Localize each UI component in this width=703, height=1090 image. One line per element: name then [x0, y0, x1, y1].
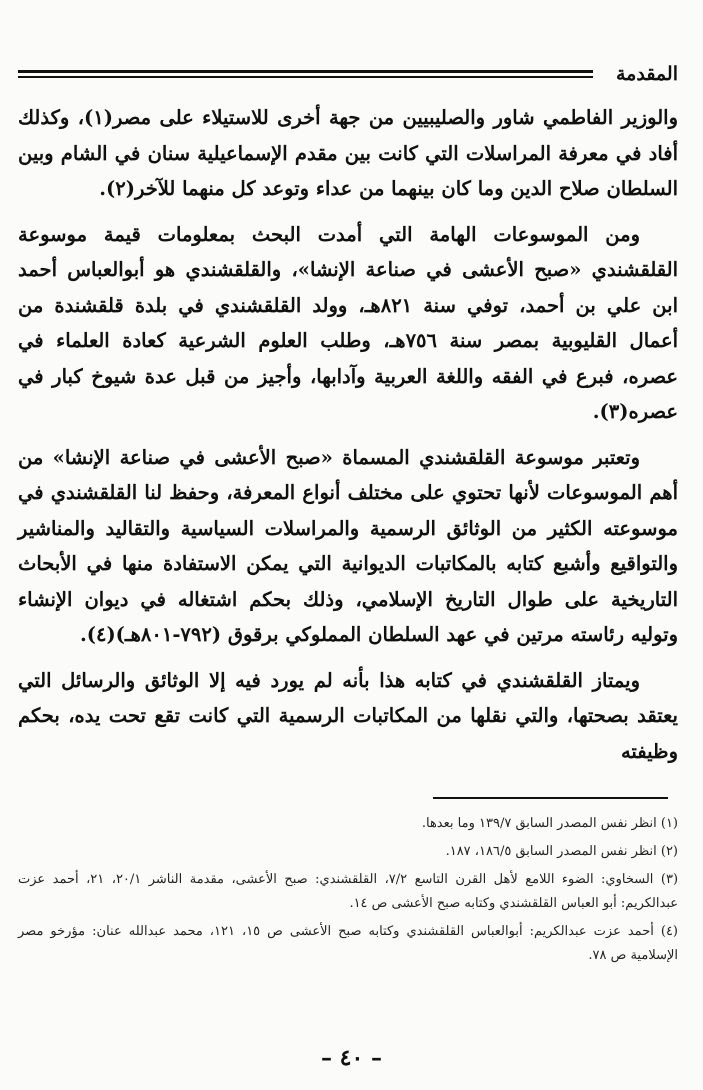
footnote-separator	[433, 797, 668, 799]
paragraph-1: والوزير الفاطمي شاور والصليبيين من جهة أخرى للاستيلاء على مصر(١)، وكذلك أفاد في معرفة المراسلات التي كانت بين مقدم الإسماعيلية سنان في الشام وبين السلطان صلاح الدين وما كان بينهما من عداء وتوعد كل منهما للآخر(٢).	[18, 106, 679, 200]
paragraph-2: ومن الموسوعات الهامة التي أمدت البحث بمعلومات قيمة موسوعة القلقشندي «صبح الأعشى في صناعة الإنشا»، والقلقشندي هو أبوالعباس أحمد ابن علي بن أحمد، توفي سنة ٨٢١هـ، وولد القلقشندي في بلدة قلقشندة من أعمال القليوبية بمصر سنة ٧٥٦هـ، وطلب العلوم الشرعية كعادة العلماء في عصره، فبرع في الفقه واللغة العربية وآدابها، وأجيز من قبل عدة شيوخ كبار في عصره(٣).	[18, 222, 678, 423]
footnote-4: (٤) أحمد عزت عبدالكريم: أبوالعباس القلقشندي وكتابه صبح الأعشى ص ١٥، ١٢١، محمد عبدالله عنان: مؤرخو مصر الإسلامية ص ٧٨.	[18, 924, 678, 963]
header-title: المقدمة	[615, 63, 678, 85]
footnote-2: (٢) انظر نفس المصدر السابق ١٨٦/٥، ١٨٧.	[445, 844, 678, 859]
page-number: – ٤٠ –	[321, 1045, 382, 1071]
footnote-3: (٣) السخاوي: الضوء اللامع لأهل القرن التاسع ٧/٢، القلقشندي: صبح الأعشى، مقدمة الناشر ٢٠/١، ٢١، أحمد عزت عبدالكريم: أبو العباس القلقشندي وكتابه صبح الأعشى ص ١٤.	[18, 872, 679, 911]
page-header	[18, 60, 678, 90]
main-text	[18, 100, 678, 779]
footnote-1: (١) انظر نفس المصدر السابق ١٣٩/٧ وما بعدها.	[421, 816, 678, 831]
header-rule-thin	[18, 76, 593, 78]
header-rule-thick	[18, 70, 593, 73]
paragraph-4: ويمتاز القلقشندي في كتابه هذا بأنه لم يورد فيه إلا الوثائق والرسائل التي يعتقد بصحتها، والتي نقلها من المكاتبات الرسمية التي كانت تقع تحت يده، بحكم وظيفته	[18, 668, 678, 763]
paragraph-3: وتعتبر موسوعة القلقشندي المسماة «صبح الأعشى في صناعة الإنشا» من أهم الموسوعات لأنها تحتوي على مختلف أنواع المعرفة، وحفظ لنا القلقشندي في موسوعته الكثير من الوثائق الرسمية والمراسلات السياسية والتقاليد والمناشير والتواقيع وأشبع كتابه بالمكاتبات الديوانية التي يمكن الاستفادة منها في الأبحاث التاريخية على طوال التاريخ الإسلامي، وذلك بحكم اشتغاله في ديوان الإنشاء وتوليه رئاسته مرتين في عهد السلطان المملوكي برقوق (٧٩٢-٨٠١هـ)(٤).	[18, 445, 678, 646]
footnotes	[18, 812, 678, 972]
